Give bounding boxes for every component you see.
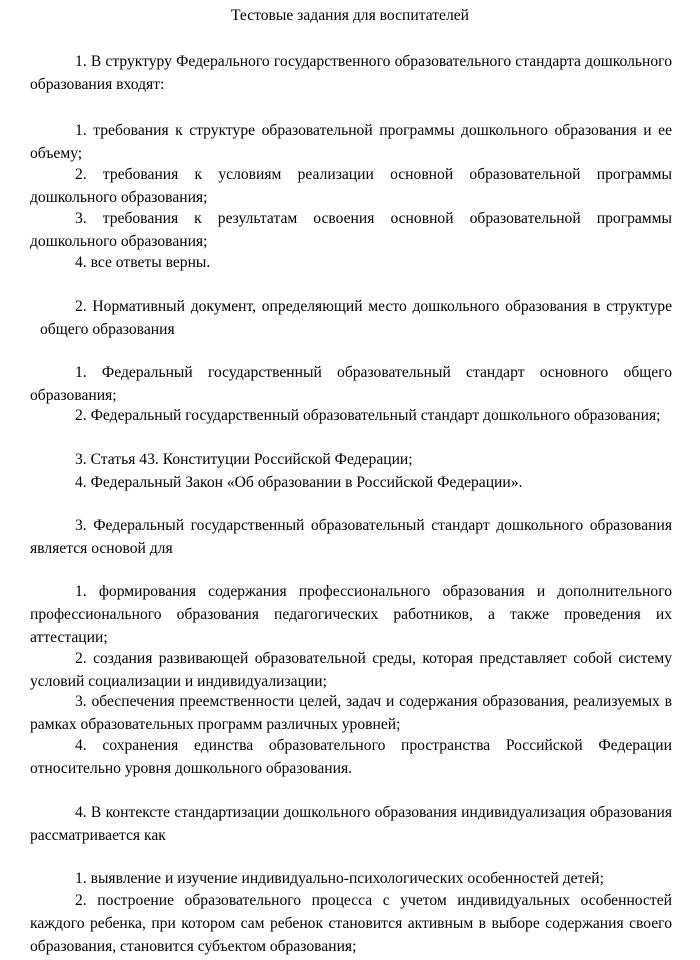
question-1-answer-1: 1. требования к структуре образовательной программы дошкольного образования и ее объему; [30, 122, 672, 162]
question-3: 3. Федеральный государственный образовательный стандарт дошкольного образования является основой для [30, 517, 672, 557]
question-4-answer-2: 2. построение образовательного процесса с учетом индивидуальных особенностей каждого ребенка, при котором сам ребенок становится активным в выборе содержания своего образования, становится субъектом образования; [30, 892, 672, 955]
question-4: 4. В контексте стандартизации дошкольного образования индивидуализация образования рассматривается как [30, 804, 672, 844]
question-3-answer-1: 1. формирования содержания профессионального образования и дополнительного профессионального образования педагогических работников, а также проведения их аттестации; [30, 583, 672, 646]
question-2-answer-2: 2. Федеральный государственный образовательный стандарт дошкольного образования; [75, 407, 661, 424]
question-3-answer-3: 3. обеспечения преемственности целей, задач и содержания образования, реализуемых в рамках образовательных программ различных уровней; [30, 693, 672, 733]
question-2-answer-1: 1. Федеральный государственный образовательный стандарт основного общего образования; [30, 364, 672, 404]
question-2-answer-3: 3. Статья 43. Конституции Российской Федерации; [75, 451, 413, 468]
question-1-answer-4: 4. все ответы верны. [75, 254, 211, 271]
question-1-answer-3: 3. требования к результатам освоения основной образовательной программы дошкольного образования; [30, 210, 672, 250]
question-3-answer-4: 4. сохранения единства образовательного пространства Российской Федерации относительно уровня дошкольного образования. [30, 737, 672, 777]
question-2-answer-4: 4. Федеральный Закон «Об образовании в Российской Федерации». [75, 474, 523, 491]
question-1: 1. В структуру Федерального государственного образовательного стандарта дошкольного образования входят: [30, 53, 672, 93]
question-1-answer-2: 2. требования к условиям реализации основной образовательной программы дошкольного образования; [30, 166, 672, 206]
question-3-answer-2: 2. создания развивающей образовательной среды, которая представляет собой систему условий социализации и индивидуализации; [30, 650, 672, 690]
document-title: Тестовые задания для воспитателей [230, 7, 470, 24]
question-4-answer-1: 1. выявление и изучение индивидуально-психологических особенностей детей; [75, 870, 604, 887]
question-2: 2. Нормативный документ, определяющий место дошкольного образования в структуре общего образования [40, 298, 672, 338]
